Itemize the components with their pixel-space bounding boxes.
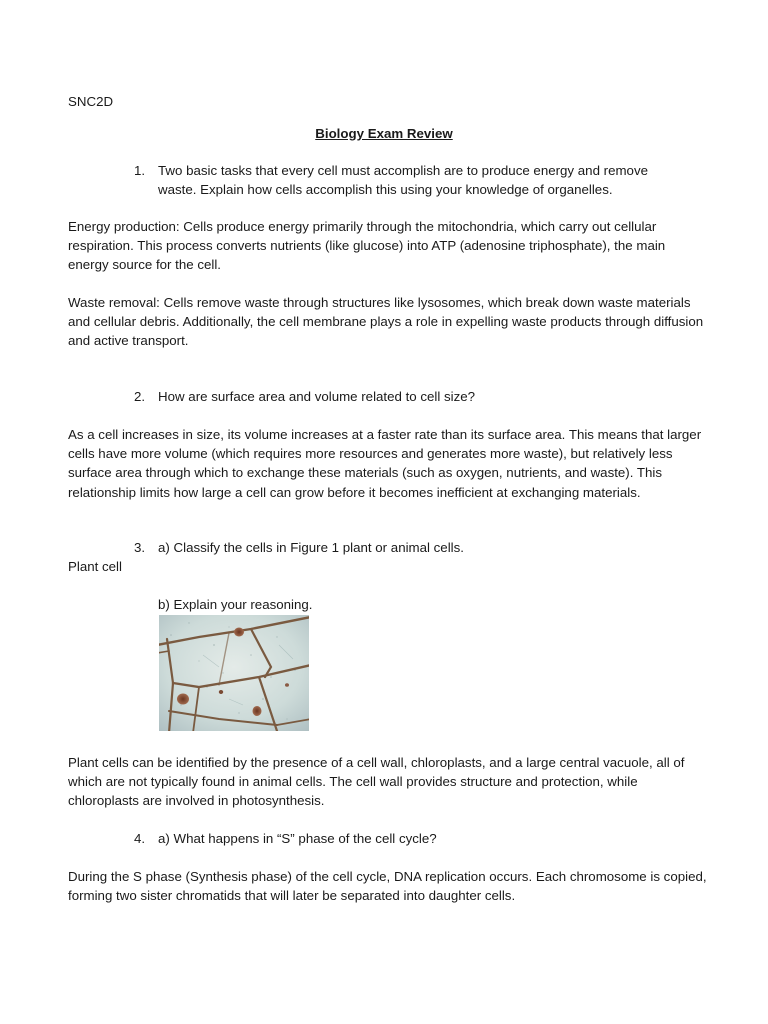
- question-text: a) What happens in “S” phase of the cell cycle?: [158, 831, 437, 846]
- plant-cell-micrograph: [159, 615, 309, 731]
- question-number: 1.: [134, 163, 146, 178]
- question-3: [134, 538, 694, 558]
- question-number: 4.: [134, 831, 146, 846]
- question-text: How are surface area and volume related to cell size?: [158, 389, 476, 404]
- page-title: Biology Exam Review: [315, 126, 453, 141]
- answer-1-waste: Waste removal: Cells remove waste through structures like lysosomes, which break down waste materials and cellular debris. Additionally, the cell membrane plays a role in expelling waste products through diffusion and active transport.: [68, 295, 704, 349]
- course-code: SNC2D: [68, 94, 114, 109]
- answer-2: As a cell increases in size, its volume increases at a faster rate than its surface area. This means that larger cells have more volume (which requires more resources and generates more waste), but relatively less surface area through which to exchange these materials (such as oxygen, nutrients, and waste). This relationship limits how large a cell can grow before it becomes inefficient at exchanging materials.: [68, 427, 702, 500]
- question-text: Two basic tasks that every cell must accomplish are to produce energy and remove waste. Explain how cells accomplish this using your knowledge of organelles.: [158, 163, 648, 198]
- question-1: [134, 161, 694, 201]
- answer-3b: Plant cells can be identified by the presence of a cell wall, chloroplasts, and a large central vacuole, all of which are not typically found in animal cells. The cell wall provides structure and protection, while chloroplasts are involved in photosynthesis.: [68, 755, 685, 809]
- question-3b-text: b) Explain your reasoning.: [158, 597, 313, 612]
- answer-3a: Plant cell: [68, 559, 122, 574]
- question-text: a) Classify the cells in Figure 1 plant or animal cells.: [158, 540, 464, 555]
- answer-1-energy: Energy production: Cells produce energy primarily through the mitochondria, which carry out cellular respiration. This process converts nutrients (like glucose) into ATP (adenosine triphosphate), the main energy source for the cell.: [68, 219, 666, 273]
- question-4: [134, 829, 694, 849]
- question-2: [134, 387, 694, 407]
- question-number: 2.: [134, 389, 146, 404]
- answer-4: During the S phase (Synthesis phase) of the cell cycle, DNA replication occurs. Each chromosome is copied, forming two sister chromatids that will later be separated into daughter cells.: [68, 869, 707, 904]
- question-number: 3.: [134, 540, 146, 555]
